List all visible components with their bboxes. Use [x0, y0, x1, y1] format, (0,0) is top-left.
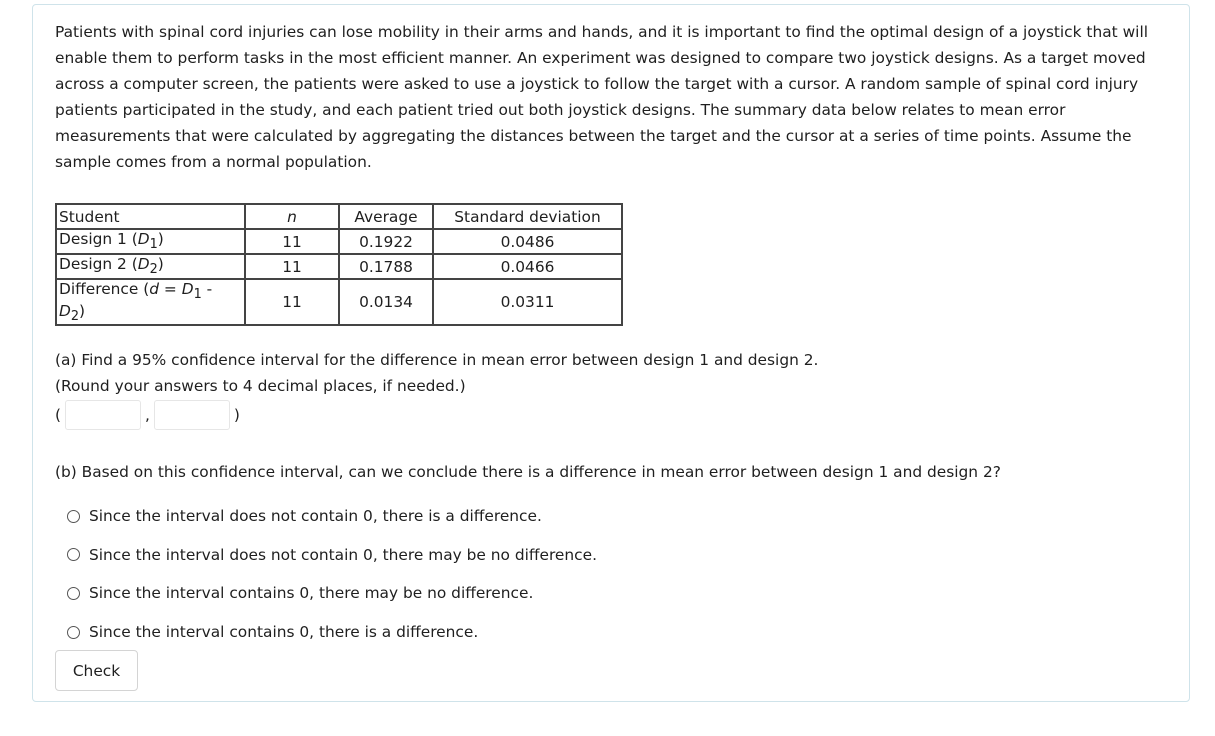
- summary-table: [55, 203, 623, 326]
- part-a: [55, 347, 818, 399]
- option-4[interactable]: Since the interval contains 0, there is a difference.: [67, 613, 597, 652]
- header-student: Student: [56, 204, 245, 229]
- radio-icon[interactable]: [67, 626, 80, 639]
- row-label-design2: Design 2 $(D_2)$: [56, 254, 245, 279]
- table-row: [56, 229, 622, 254]
- upper-bound-input[interactable]: [154, 400, 230, 430]
- option-2[interactable]: Since the interval does not contain 0, there may be no difference.: [67, 536, 597, 575]
- table-row: [56, 279, 622, 325]
- cell-average: 0.1788: [339, 254, 433, 279]
- option-1[interactable]: Since the interval does not contain 0, there is a difference.: [67, 497, 597, 536]
- table-row: [56, 254, 622, 279]
- cell-sd: 0.0466: [433, 254, 622, 279]
- question-card: [32, 4, 1190, 702]
- cell-n: 11: [245, 279, 339, 325]
- option-3[interactable]: Since the interval contains 0, there may be no difference.: [67, 574, 597, 613]
- radio-icon[interactable]: [67, 548, 80, 561]
- part-b-options: [67, 497, 597, 651]
- radio-icon[interactable]: [67, 510, 80, 523]
- radio-icon[interactable]: [67, 587, 80, 600]
- question-intro: Patients with spinal cord injuries can lose mobility in their arms and hands, and it is important to find the optimal design of a joystick that will enable them to perform tasks in the most efficient manner. An experiment was designed to compare two joystick designs. As a target moved across a computer screen, the patients were asked to use a joystick to follow the target with a cursor. A random sample of spinal cord injury patients participated in the study, and each patient tried out both joystick designs. The summary data below relates to mean error measurements that were calculated by aggregating the distances between the target and the cursor at a series of time points. Assume the sample comes from a normal population.: [55, 23, 1148, 171]
- row-label-difference: Difference $(d = D_1 - D_2)$: [56, 279, 245, 325]
- cell-sd: 0.0311: [433, 279, 622, 325]
- cell-n: 11: [245, 229, 339, 254]
- part-b-prompt: (b) Based on this confidence interval, can we conclude there is a difference in mean error between design 1 and design 2?: [55, 463, 1001, 481]
- comma: ,: [145, 406, 150, 424]
- table-header-row: [56, 204, 622, 229]
- open-paren: (: [55, 406, 62, 424]
- cell-sd: 0.0486: [433, 229, 622, 254]
- row-label-design1: Design 1 $(D_1)$: [56, 229, 245, 254]
- header-n: n: [245, 204, 339, 229]
- cell-n: 11: [245, 254, 339, 279]
- part-a-prompt: (a) Find a 95% confidence interval for the difference in mean error between design 1 and design 2.: [55, 351, 819, 369]
- header-sd: Standard deviation: [433, 204, 622, 229]
- part-a-note: (Round your answers to 4 decimal places, if needed.): [55, 377, 466, 395]
- cell-average: 0.1922: [339, 229, 433, 254]
- lower-bound-input[interactable]: [65, 400, 141, 430]
- confidence-interval-inputs: [55, 398, 240, 432]
- close-paren: ): [233, 406, 240, 424]
- check-button[interactable]: Check: [55, 650, 138, 691]
- header-average: Average: [339, 204, 433, 229]
- cell-average: 0.0134: [339, 279, 433, 325]
